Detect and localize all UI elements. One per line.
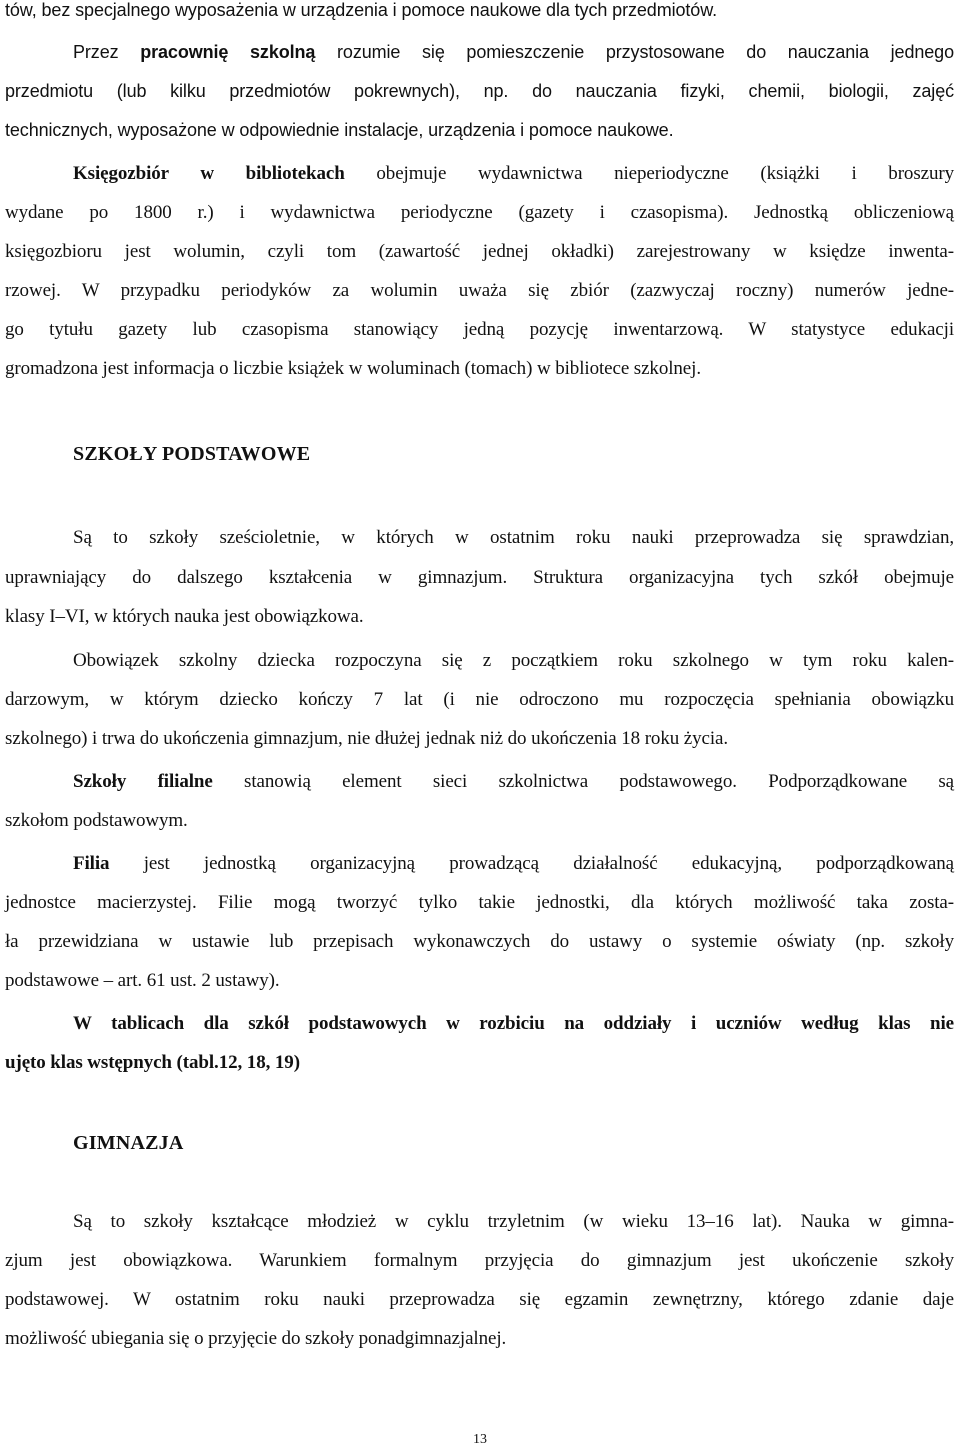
text-line: klasy I–VI, w których nauka jest obowiązkowa. <box>5 606 364 627</box>
text-line: go tytułu gazety lub czasopisma stanowiący jedną pozycję inwentarzową. W statystyce edukacji <box>5 319 954 340</box>
text-line: technicznych, wyposażone w odpowiednie instalacje, urządzenia i pomoce naukowe. <box>5 120 674 140</box>
text-line-bold: ujęto klas wstępnych (tabl.12, 18, 19) <box>5 1052 300 1073</box>
page-number: 13 <box>473 1432 487 1447</box>
term-highlight: Szkoły filialne <box>73 771 213 792</box>
text-line: gromadzona jest informacja o liczbie książek w woluminach (tomach) w bibliotece szkolnej. <box>5 358 701 379</box>
text-line: księgozbioru jest wolumin, czyli tom (zawartość jednej okładki) zarejestrowany w księdze inwenta- <box>5 241 954 262</box>
text-line <box>73 852 954 876</box>
text-line: uprawniający do dalszego kształcenia w gimnazjum. Struktura organizacyjna tych szkół obejmuje <box>5 567 954 588</box>
text-line: tów, bez specjalnego wyposażenia w urządzenia i pomoce naukowe dla tych przedmiotów. <box>5 0 718 20</box>
text-line: podstawowej. W ostatnim roku nauki przeprowadza się egzamin zewnętrzny, którego zdanie daje <box>5 1289 954 1310</box>
text-span: jest jednostką organizacyjną prowadzącą działalność edukacyjną, podporządkowaną <box>109 853 954 874</box>
text-span: rozumie się pomieszczenie przystosowane do nauczania jednego <box>315 42 955 62</box>
text-line: rzowej. W przypadku periodyków za wolumin uważa się zbiór (zazwyczaj roczny) numerów jedne- <box>5 280 954 301</box>
text-line: szkołom podstawowym. <box>5 810 188 831</box>
text-line: zjum jest obowiązkowa. Warunkiem formalnym przyjęcia do gimnazjum jest ukończenie szkoły <box>5 1250 954 1271</box>
section-heading: SZKOŁY PODSTAWOWE <box>73 443 311 465</box>
text-span: Przez <box>73 42 141 62</box>
text-line: szkolnego) i trwa do ukończenia gimnazjum, nie dłużej jednak niż do ukończenia 18 roku życia. <box>5 728 729 749</box>
text-line <box>73 770 954 794</box>
text-line: Są to szkoły kształcące młodzież w cyklu trzyletnim (w wieku 13–16 lat). Nauka w gimna- <box>73 1211 954 1232</box>
text-line <box>73 162 954 186</box>
text-line-bold: W tablicach dla szkół podstawowych w rozbiciu na oddziały i uczniów według klas nie <box>73 1013 954 1034</box>
text-line: możliwość ubiegania się o przyjęcie do szkoły ponadgimnazjalnej. <box>5 1328 507 1349</box>
text-line: Obowiązek szkolny dziecka rozpoczyna się z początkiem roku szkolnego w tym roku kalen- <box>73 650 954 671</box>
text-line: ła przewidziana w ustawie lub przepisach wykonawczych do ustawy o systemie oświaty (np. szkoły <box>5 931 954 952</box>
text-line: jednostce macierzystej. Filie mogą tworzyć tylko takie jednostki, dla których możliwość taka zosta- <box>5 892 954 913</box>
section-heading: GIMNAZJA <box>73 1132 184 1154</box>
text-line: przedmiotu (lub kilku przedmiotów pokrewnych), np. do nauczania fizyki, chemii, biologii, zajęć <box>5 81 954 101</box>
term-highlight: Księgozbiór w bibliotekach <box>73 163 345 184</box>
text-line: darzowym, w którym dziecko kończy 7 lat (i nie odroczono mu rozpoczęcia spełniania obowiązku <box>5 689 954 710</box>
text-line: Są to szkoły sześcioletnie, w których w ostatnim roku nauki przeprowadza się sprawdzian, <box>73 527 954 548</box>
text-line: podstawowe – art. 61 ust. 2 ustawy). <box>5 970 280 991</box>
text-span: obejmuje wydawnictwa nieperiodyczne (książki i broszury <box>344 163 954 184</box>
text-line <box>73 40 954 64</box>
term-highlight: pracownię szkolną <box>140 42 316 62</box>
term-highlight: Filia <box>73 853 110 874</box>
text-line: wydane po 1800 r.) i wydawnictwa periodyczne (gazety i czasopisma). Jednostką obliczeniową <box>5 202 954 223</box>
text-span: stanowią element sieci szkolnictwa podstawowego. Podporządkowane są <box>212 771 954 792</box>
